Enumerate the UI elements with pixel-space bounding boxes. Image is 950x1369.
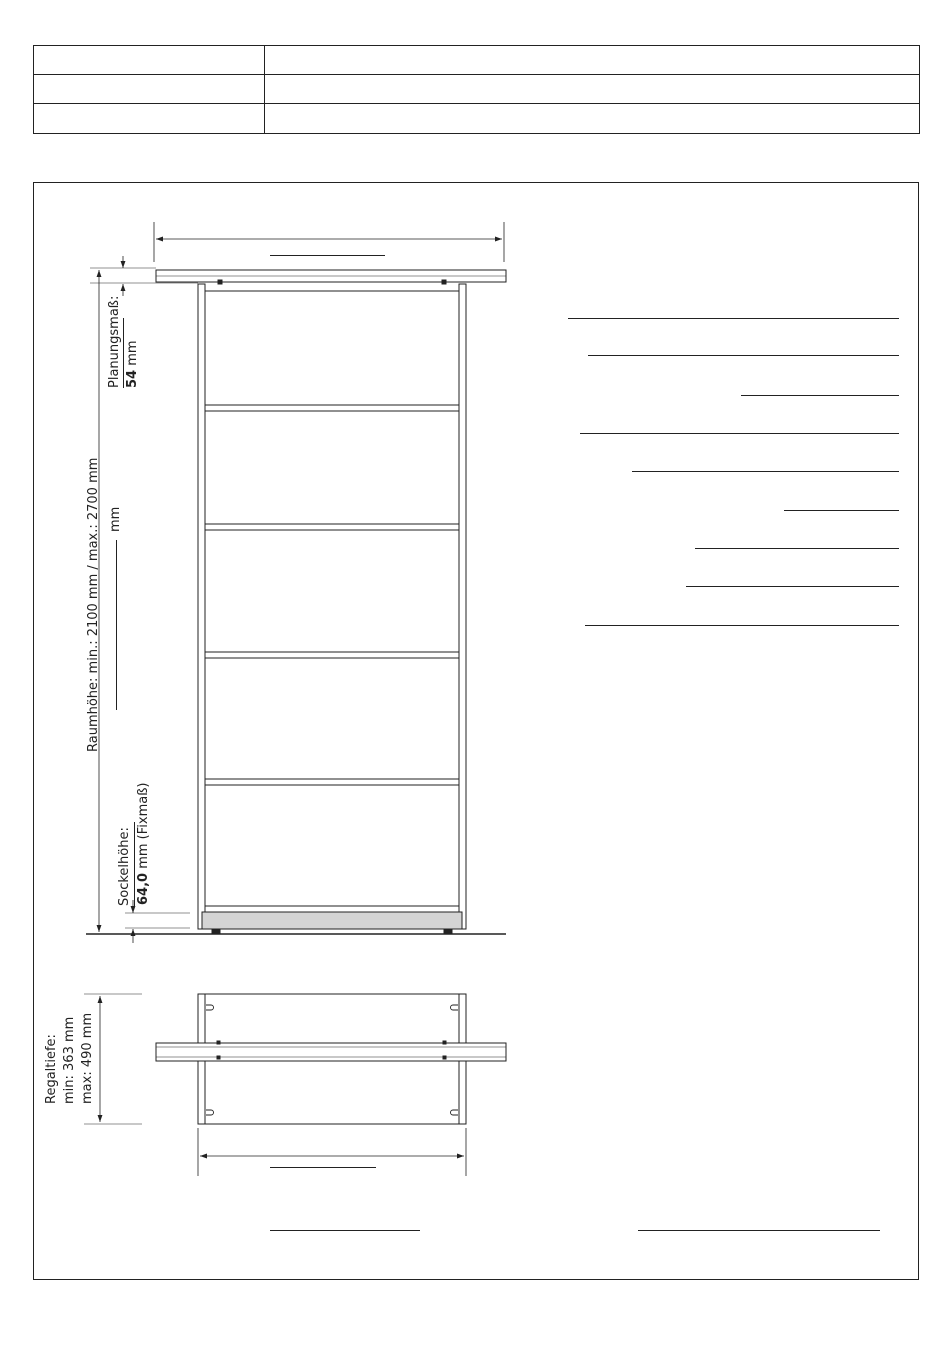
- planning-dimension-label: [107, 296, 122, 388]
- bottom-width-entry[interactable]: [270, 1167, 376, 1168]
- shelf-depth-max: [80, 1013, 95, 1104]
- room-height-label: [86, 458, 101, 752]
- planning-dimension-value: [125, 340, 140, 388]
- shelf-depth-min-text: min: 363 mm: [62, 1016, 77, 1104]
- room-height-text: Raumhöhe: min.: 2100 mm / max.: 2700 mm: [86, 457, 101, 752]
- form-field-line[interactable]: [686, 586, 899, 587]
- room-height-entry-line[interactable]: [116, 540, 117, 710]
- footer-field-line[interactable]: [270, 1230, 420, 1231]
- room-height-entry: [108, 507, 123, 532]
- shelf-depth-label: [44, 1034, 59, 1104]
- form-field-line[interactable]: [632, 471, 899, 472]
- form-field-line[interactable]: [568, 318, 899, 319]
- base-height-number: 64,0: [136, 872, 151, 905]
- base-height-text: Sockelhöhe:: [117, 827, 132, 906]
- planning-dimension-text: Planungsmaß:: [107, 295, 122, 388]
- planning-dimension-number: 54: [125, 369, 140, 388]
- form-field-line[interactable]: [588, 355, 899, 356]
- base-height-value: [136, 783, 151, 905]
- planning-dimension-unit: mm: [125, 340, 140, 366]
- planning-dimension-divider: [123, 318, 124, 388]
- shelf-depth-text: Regaltiefe:: [44, 1034, 59, 1104]
- form-field-line[interactable]: [784, 510, 899, 511]
- base-height-divider: [134, 822, 135, 906]
- form-field-line[interactable]: [585, 625, 899, 626]
- top-width-entry[interactable]: [270, 255, 385, 256]
- form-field-line[interactable]: [741, 395, 899, 396]
- shelf-depth-max-text: max: 490 mm: [80, 1012, 95, 1104]
- room-height-entry-unit: mm: [108, 506, 123, 532]
- form-field-line[interactable]: [580, 433, 899, 434]
- footer-field-line[interactable]: [638, 1230, 880, 1231]
- shelf-depth-min: [62, 1017, 77, 1104]
- base-height-label: [117, 827, 132, 906]
- form-field-line[interactable]: [695, 548, 899, 549]
- base-height-unit: mm (Fixmaß): [136, 782, 151, 869]
